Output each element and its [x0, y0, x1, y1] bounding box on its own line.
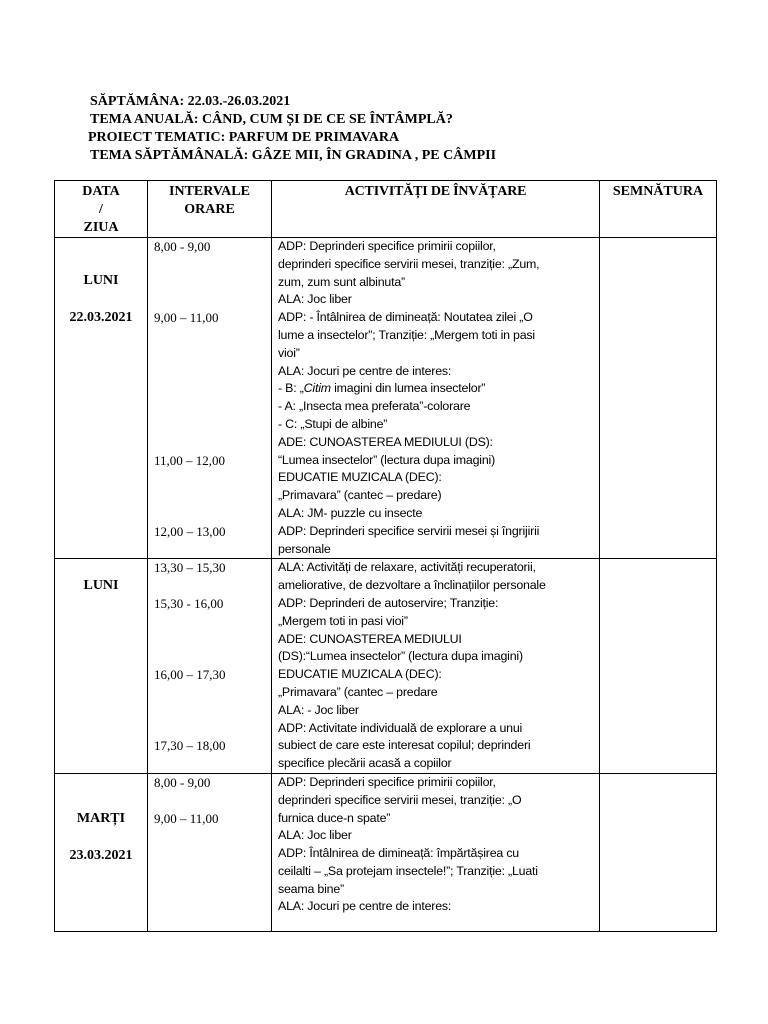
activity-line: deprinderi specifice servirii mesei, tranziție: „O [278, 792, 522, 807]
time-slot: 8,00 - 9,00 [154, 774, 211, 790]
time-slot: 9,00 – 11,00 [154, 310, 219, 325]
header-intervale-orare: INTERVALE ORARE [148, 181, 272, 238]
table-row [55, 559, 717, 774]
activity-line: EDUCATIE MUZICALA (DEC): [278, 470, 442, 485]
activity-line: ALA: Joc liber [278, 828, 352, 843]
schedule-table [54, 180, 717, 932]
time-slots-cell [148, 238, 272, 559]
activity-line: ADP: Întâlnirea de dimineață: împărtășirea cu [278, 846, 520, 861]
activity-line: „Mergem toti in pasi vioi” [278, 613, 408, 628]
annual-theme-line: TEMA ANUALĂ: CÂND, CUM ȘI DE CE SE ÎNTÂMPLĂ? [90, 112, 453, 127]
activity-line: furnica duce-n spate” [278, 810, 391, 825]
day-name: LUNI [83, 273, 119, 288]
time-slot: 8,00 - 9,00 [154, 239, 211, 254]
activity-line: deprinderi specifice servirii mesei, tranziție: „Zum, [278, 256, 540, 271]
activity-line: ALA: Jocuri pe centre de interes: [278, 363, 452, 378]
activity-line: zum, zum sunt albinuta” [278, 274, 405, 289]
activity-line: specifice plecării acasă a copiilor [278, 756, 452, 771]
day-date: 23.03.2021 [69, 847, 133, 863]
time-slot: 16,00 – 17,30 [154, 667, 226, 683]
document-header [90, 93, 496, 165]
header-activitati: ACTIVITĂȚI DE ÎNVĂȚARE [272, 181, 600, 238]
header-data-ziua: DATA / ZIUA [55, 181, 148, 238]
day-name: MARȚI [76, 810, 126, 826]
activity-line: ADP: Deprinderi specifice primirii copiilor, [278, 239, 496, 253]
activity-line: ALA: Activități de relaxare, activități recuperatorii, [278, 560, 536, 575]
activity-line: „Primavara” (cantec – predare [278, 684, 438, 699]
table-header-row [55, 181, 717, 238]
day-cell [55, 559, 148, 774]
activity-line: lume a insectelor”; Tranziție: „Mergem toti in pasi [278, 327, 535, 342]
time-slot: 11,00 – 12,00 [154, 453, 226, 468]
activity-line: ADE: CUNOASTEREA MEDIULUI (DS): [278, 434, 493, 449]
time-slot: 13,30 – 15,30 [154, 560, 226, 576]
day-date: 22.03.2021 [69, 310, 133, 325]
activity-line: - C: „Stupi de albine” [278, 416, 388, 431]
signature-cell [600, 559, 717, 774]
activity-line: ADP: Deprinderi specifice servirii mesei și îngrijirii [278, 523, 540, 538]
weekly-theme-line: TEMA SĂPTĂMÂNALĂ: GÂZE MII, ÎN GRADINA , PE CÂMPII [90, 148, 497, 163]
activity-line: “Lumea insectelor” (lectura dupa imagini) [278, 452, 495, 467]
activity-line: ALA: - Joc liber [278, 702, 359, 717]
time-slot: 9,00 – 11,00 [154, 810, 219, 826]
activities-cell [272, 559, 600, 774]
day-cell [55, 238, 148, 559]
activity-line: - A: „Insecta mea preferata”-colorare [278, 399, 471, 414]
time-slots-cell [148, 773, 272, 931]
activity-line: vioi” [278, 345, 300, 360]
day-cell [55, 773, 148, 931]
header-semnatura: SEMNĂTURA [600, 181, 717, 238]
activity-line: ALA: Joc liber [278, 292, 352, 307]
activity-line: EDUCATIE MUZICALA (DEC): [278, 667, 442, 682]
week-line: SĂPTĂMÂNA: 22.03.-26.03.2021 [90, 94, 291, 109]
activity-line: ceilalti – „Sa protejam insectele!”; Tranziție: „Luati [278, 863, 538, 878]
activities-cell [272, 773, 600, 931]
signature-cell [600, 773, 717, 931]
activity-line: ADP: Deprinderi de autoservire; Tranziție: [278, 595, 499, 610]
activity-line: ADP: - Întâlnirea de dimineață: Noutatea zilei „O [278, 310, 533, 325]
activity-line: seama bine” [278, 881, 344, 896]
time-slot: 12,00 – 13,00 [154, 524, 226, 539]
day-name: LUNI [83, 578, 119, 594]
activity-line: ALA: Jocuri pe centre de interes: [278, 899, 452, 914]
project-line: PROIECT TEMATIC: PARFUM DE PRIMAVARA [88, 130, 400, 145]
time-slots-cell [148, 559, 272, 774]
activity-line: - B: „Citim imagini din lumea insectelor” [278, 381, 486, 396]
signature-cell [600, 238, 717, 559]
activity-line: ADE: CUNOASTEREA MEDIULUI [278, 631, 462, 646]
activity-line: subiect de care este interesat copilul; deprinderi [278, 738, 531, 753]
time-slot: 15,30 - 16,00 [154, 596, 224, 612]
activity-line: personale [278, 541, 331, 556]
activity-line: ADP: Activitate individuală de explorare a unui [278, 720, 523, 735]
activity-line: „Primavara” (cantec – predare) [278, 488, 442, 503]
activities-cell [272, 238, 600, 559]
table-row [55, 238, 717, 559]
activity-line: (DS):“Lumea insectelor” (lectura dupa imagini) [278, 649, 523, 664]
time-slot: 17,30 – 18,00 [154, 738, 226, 754]
activity-line: ameliorative, de dezvoltare a înclinațiilor personale [278, 578, 546, 593]
activity-line: ALA: JM- puzzle cu insecte [278, 505, 423, 520]
table-row [55, 773, 717, 931]
activity-line: ADP: Deprinderi specifice primirii copiilor, [278, 774, 496, 789]
